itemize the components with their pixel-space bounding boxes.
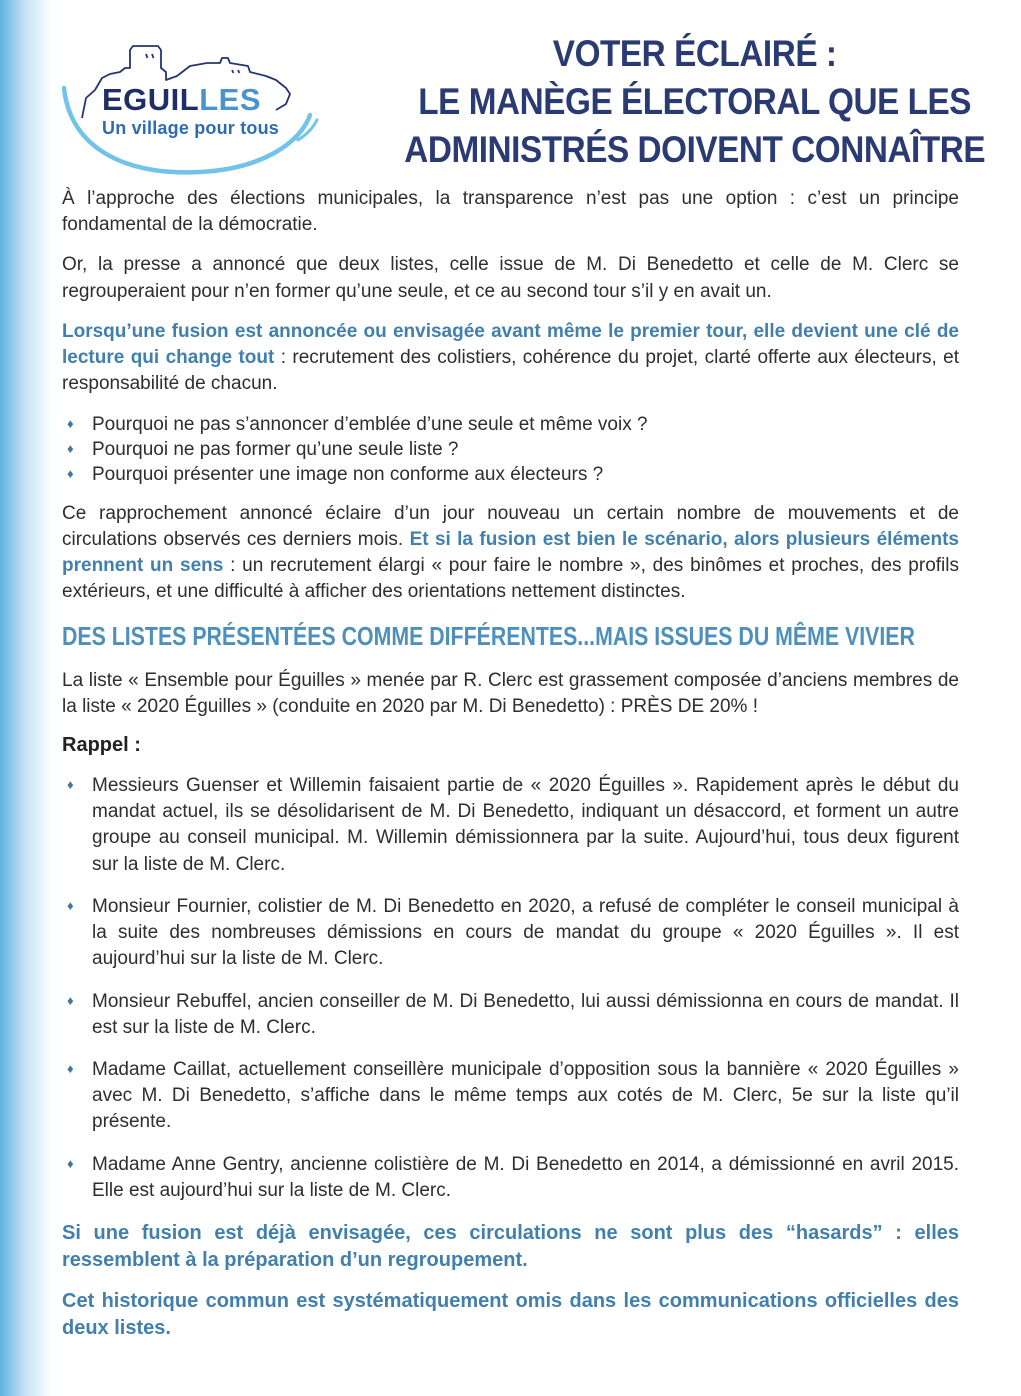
diamond-bullet-icon: ♦: [67, 897, 74, 913]
rappel-text: Messieurs Guenser et Willemin faisaient partie de « 2020 Éguilles ». Rapidement après le début du mandat actuel, ils se désolidarisent de M. Di Benedetto, indiquant un désaccord, et forment un autre groupe au conseil municipal. M. Willemin démissionnera par la suite. Aujourd’hui, tous deux figurent sur la liste de M. Clerc.: [92, 774, 959, 875]
fusion-key-continuation: : recrutement des colistiers, cohérence du projet, clarté offerte aux électeurs, et responsabilité de chacun.: [62, 347, 959, 395]
diamond-bullet-icon: ♦: [67, 415, 74, 431]
page-title: [372, 28, 1017, 174]
rappel-item-fournier: [62, 894, 959, 973]
rappel-item-gentry: [62, 1152, 959, 1204]
diamond-bullet-icon: ♦: [67, 1060, 74, 1076]
conclusion-paragraph-2: Cet historique commun est systématiquement omis dans les communications officielles des deux listes.: [62, 1290, 959, 1340]
intro-paragraph-1: À l’approche des élections municipales, la transparence n’est pas une option : c’est un principe fondamental de la démocratie.: [62, 188, 959, 236]
rappel-text: Monsieur Fournier, colistier de M. Di Benedetto en 2020, a refusé de compléter le conseil municipal à la suite des nombreuses démissions en cours de mandat du groupe « 2020 Éguilles ». Il est aujourd’hui sur la liste de M. Clerc.: [92, 895, 959, 970]
conclusion-paragraph-1: Si une fusion est déjà envisagée, ces circulations ne sont plus des “hasards” : elles ressemblent à la préparation d’un regroupement.: [62, 1222, 959, 1272]
questions-list: [62, 412, 959, 487]
intro-paragraph-2: Or, la presse a annoncé que deux listes, celle issue de M. Di Benedetto et celle de M. Clerc se regrouperaient pour n’en former qu’une seule, et ce au second tour s’il y en avait un.: [62, 254, 959, 302]
title-line-2: LE MANÈGE ÉLECTORAL QUE LES: [418, 81, 972, 122]
intro-paragraph-3: [62, 319, 959, 398]
fusion-key-statement: Lorsqu’une fusion est annoncée ou envisagée avant même le premier tour, elle devient une clé de lecture qui change tout: [62, 320, 959, 369]
diamond-bullet-icon: ♦: [67, 776, 74, 792]
diamond-bullet-icon: ♦: [67, 992, 74, 1008]
rappel-text: Madame Anne Gentry, ancienne colistière de M. Di Benedetto en 2014, a démissionné en avril 2015. Elle est aujourd’hui sur la liste de M. Clerc.: [92, 1153, 959, 1201]
rappel-label: Rappel :: [62, 733, 141, 756]
section-heading: DES LISTES PRÉSENTÉES COMME DIFFÉRENTES...MAIS ISSUES DU MÊME VIVIER: [62, 620, 915, 651]
title-line-1: VOTER ÉCLAIRÉ :: [552, 33, 837, 74]
logo-wordmark-light: LES: [199, 82, 262, 117]
rappel-item-caillat: [62, 1057, 959, 1136]
house-windows: [232, 70, 240, 73]
diamond-bullet-icon: ♦: [67, 1155, 74, 1171]
eguilles-logo: [62, 28, 342, 178]
question-item-1: [62, 412, 959, 437]
question-text: Pourquoi ne pas s’annoncer d’emblée d’une seule et même voix ?: [92, 413, 648, 435]
diamond-bullet-icon: ♦: [67, 440, 74, 456]
question-text: Pourquoi ne pas former qu’une seule liste ?: [92, 438, 459, 460]
section-paragraph-1: La liste « Ensemble pour Éguilles » menée par R. Clerc est grassement composée d’anciens membres de la liste « 2020 Éguilles » (conduite en 2020 par M. Di Benedetto) : PRÈS DE 20% !: [62, 669, 959, 717]
question-item-2: [62, 437, 959, 462]
scenario-continuation: : un recrutement élargi « pour faire le nombre », des binômes et proches, des profils extérieurs, et une difficulté à afficher des orientations nettement distinctes.: [62, 555, 959, 603]
flyer-body: [62, 186, 959, 1342]
title-line-3: ADMINISTRÉS DOIVENT CONNAÎTRE: [404, 129, 986, 170]
diamond-bullet-icon: ♦: [67, 465, 74, 481]
tower-windows: [146, 54, 154, 58]
rappel-text: Monsieur Rebuffel, ancien conseiller de M. Di Benedetto, lui aussi démissionna en cours de mandat. Il est sur la liste de M. Clerc.: [92, 990, 959, 1038]
rappel-item-rebuffel: [62, 989, 959, 1041]
question-item-3: [62, 462, 959, 487]
rappel-text: Madame Caillat, actuellement conseillère municipale d’opposition sous la bannière « 2020 Éguilles » avec M. Di Benedetto, s’affiche dans le même temps aux cotés de M. Clerc, 5e sur la liste qu’il présente.: [92, 1058, 959, 1133]
logo-tagline: Un village pour tous: [102, 118, 280, 138]
scenario-statement: Et si la fusion est bien le scénario, alors plusieurs éléments prennent un sens: [62, 528, 959, 577]
logo-wordmark: [102, 84, 261, 115]
header: [62, 28, 986, 178]
intro-paragraph-4: [62, 501, 959, 606]
rapprochement-text: Ce rapprochement annoncé éclaire d’un jour nouveau un certain nombre de mouvements et de circulations observés ces derniers mois.: [62, 502, 959, 550]
rappel-item-guenser-willemin: [62, 773, 959, 878]
rappel-list: [62, 773, 959, 1204]
logo-wordmark-dark: EGUIL: [102, 82, 200, 117]
question-text: Pourquoi présenter une image non conforme aux électeurs ?: [92, 463, 604, 485]
